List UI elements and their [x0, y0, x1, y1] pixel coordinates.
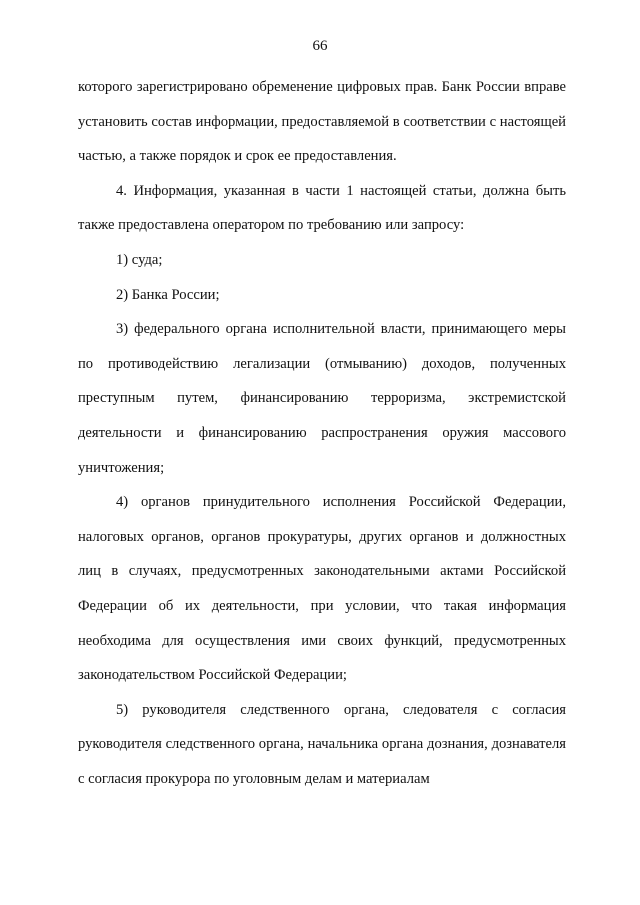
list-item-3-federal-authority: 3) федерального органа исполнительной власти, принимающего меры по противодействию легализации (отмыванию) доходов, полученных преступным путем, финансированию терроризма, экстремистской деятельности и финансированию распространения оружия массового уничтожения;	[78, 321, 566, 476]
page-number: 66	[312, 38, 328, 54]
paragraph-item-4: 4. Информация, указанная в части 1 настоящей статьи, должна быть также предоставлена оператором по требованию или запросу:	[78, 182, 566, 234]
document-body	[78, 70, 566, 796]
list-item-2-bank-of-russia: 2) Банка России;	[116, 286, 220, 303]
list-item-1-court: 1) суда;	[116, 251, 163, 268]
paragraph-continuation: которого зарегистрировано обременение цифровых прав. Банк России вправе установить состав информации, предоставляемой в соответствии с настоящей частью, а также порядок и срок ее предоставления.	[78, 79, 566, 165]
list-item-4-enforcement-bodies: 4) органов принудительного исполнения Российской Федерации, налоговых органов, органов прокуратуры, других органов и должностных лиц в случаях, предусмотренных законодательными актами Российской Федерации об их деятельности, при условии, что такая информация необходима для осуществления ими своих функций, предусмотренных законодательством Российской Федерации;	[78, 494, 566, 684]
list-item-5-investigative-head: 5) руководителя следственного органа, следователя с согласия руководителя следственного органа, начальника органа дознания, дознавателя с согласия прокурора по уголовным делам и материалам	[78, 701, 566, 787]
